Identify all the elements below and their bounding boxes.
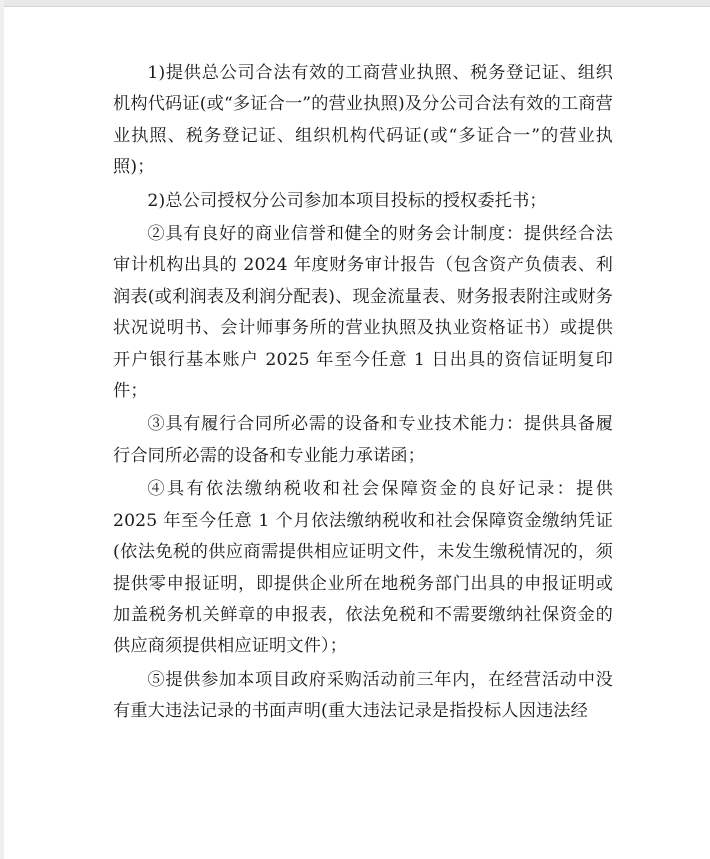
paragraph-financial-system: ②具有良好的商业信誉和健全的财务会计制度：提供经合法审计机构出具的 2024 年度财务审计报告（包含资产负债表、利润表(或利润表及利润分配表)、现金流量表、财务报表附注或财务状况说明书、会计师事务所的营业执照及执业资格证书）或提供开户银行基本账户 2025 年至今任意 1 日出具的资信证明复印件； [113, 224, 613, 402]
paragraph-business-license: 1)提供总公司合法有效的工商营业执照、税务登记证、组织机构代码证(或“多证合一”的营业执照)及分公司合法有效的工商营业执照、税务登记证、组织机构代码证(或“多证合一”的营业执照)； [113, 63, 613, 178]
left-page-edge [0, 0, 4, 859]
paragraph-no-violation-statement: ⑤提供参加本项目政府采购活动前三年内，在经营活动中没有重大违法记录的书面声明(重大违法记录是指投标人因违法经 [113, 669, 613, 722]
paragraph-tax-social-security: ④具有依法缴纳税收和社会保障资金的良好记录：提供 2025 年至今任意 1 个月依法缴纳税收和社会保障资金缴纳凭证(依法免税的供应商需提供相应证明文件，未发生缴税情况的，须提供零申报证明，即提供企业所在地税务部门出具的申报证明或加盖税务机关鲜章的申报表，依法免税和不需要缴纳社保资金的供应商须提供相应证明文件）； [113, 479, 613, 657]
paragraph-authorization: 2)总公司授权分公司参加本项目投标的授权委托书； [147, 190, 547, 211]
top-border [0, 0, 710, 7]
paragraph-equipment-capability: ③具有履行合同所必需的设备和专业技术能力：提供具备履行合同所必需的设备和专业能力承诺函； [113, 414, 613, 466]
document-page [113, 58, 613, 728]
